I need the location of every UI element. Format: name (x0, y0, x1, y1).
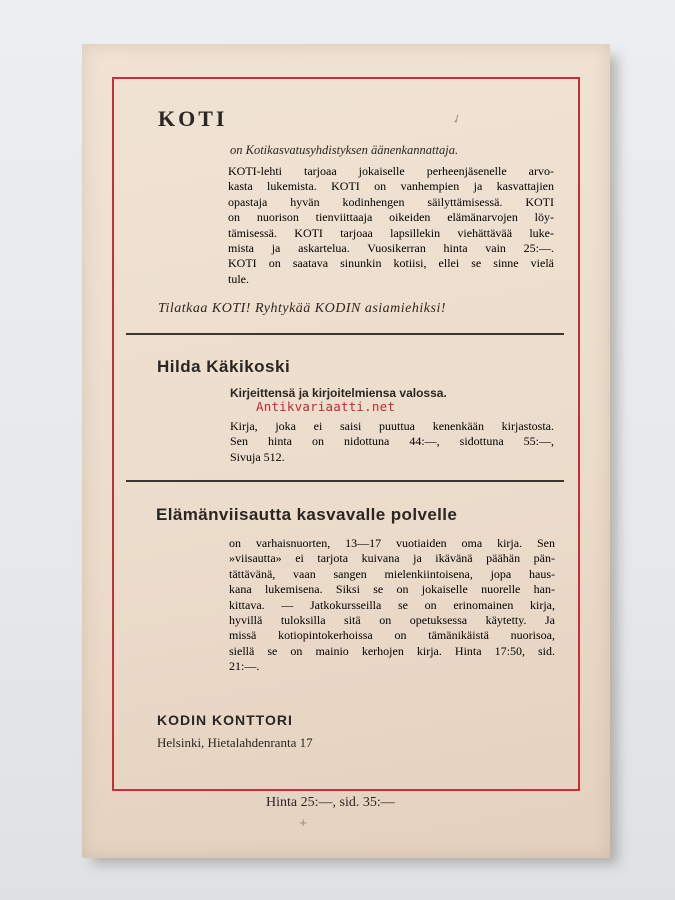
koti-slogan: Tilatkaa KOTI! Ryhtykää KODIN asiamiehiksi! (158, 301, 446, 316)
hilda-line: Sivuja 512. (230, 449, 285, 464)
elaman-line: »viisautta» ei tarjota kuivana ja ikävänä päähän pän- (229, 551, 555, 566)
elaman-line: kittava. — Jatkokursseilla se on erinomainen kirja, (229, 597, 555, 612)
elaman-line: kana lukemisena. Siksi se on jokaiselle nuorelle han- (229, 582, 555, 597)
koti-line: kasta lukemista. KOTI on vanhempien ja kasvattajien (228, 179, 554, 194)
koti-line: KOTI-lehti tarjoaa jokaiselle perheenjäsenelle arvo- (228, 164, 554, 178)
ink-mark: ✓ (449, 110, 465, 128)
publisher-address: Helsinki, Hietalahdenranta 17 (157, 735, 313, 750)
watermark-text: Antikvariaatti.net (256, 399, 396, 414)
hilda-description (230, 419, 554, 465)
koti-line: on nuorison tienviittaaja oikeiden elämänarvojen löy- (228, 210, 554, 225)
koti-subtitle: on Kotikasvatusyhdistyksen äänenkannattaja. (230, 143, 459, 157)
koti-description (228, 164, 554, 287)
section-divider (126, 333, 564, 335)
elaman-line: siellä se on mainio kerhojen kirja. Hinta 17:50, sid. (229, 643, 555, 658)
section-divider (126, 480, 564, 482)
koti-line: tämisessä. KOTI tarjoaa lapsillekin viehättävää luke- (228, 225, 554, 240)
pencil-mark: + (299, 818, 308, 829)
publisher-name: KODIN KONTTORI (157, 712, 293, 728)
hilda-subtitle: Kirjeittensä ja kirjoitelmiensa valossa. (230, 386, 447, 400)
hilda-line: Sen hinta on nidottuna 44:—, sidottuna 55:—, (230, 434, 554, 449)
elaman-line: tättävänä, vaan sangen mielenkiintoisena, jopa haus- (229, 566, 555, 581)
elaman-line: 21:—. (229, 659, 260, 674)
koti-line: opastaja hyvän kodinhengen säilyttämisessä. KOTI (228, 194, 554, 209)
price-label: Hinta 25:—, sid. 35:— (266, 795, 395, 810)
elaman-title: Elämänviisautta kasvavalle polvelle (156, 505, 458, 524)
koti-line: tule. (228, 271, 249, 286)
elaman-line: hyvillä tuloksilla sitä on opetuksessa käytetty. Ja (229, 613, 555, 628)
hilda-line: Kirja, joka ei saisi puuttua kenenkään kirjastosta. (230, 419, 554, 433)
elaman-line: on varhaisnuorten, 13—17 vuotiaiden oma kirja. Sen (229, 536, 555, 550)
elaman-line: missä kotiopintokerhoissa on tämänikäistä nuorisoa, (229, 628, 555, 643)
koti-title: KOTI (158, 106, 228, 131)
elaman-description (229, 536, 555, 675)
koti-line: mista ja askartelua. Vuosikerran hinta vain 25:—. (228, 241, 554, 256)
koti-line: KOTI on saatava sinunkin kotiisi, ellei se sinne vielä (228, 256, 554, 271)
hilda-title: Hilda Käkikoski (157, 357, 291, 376)
